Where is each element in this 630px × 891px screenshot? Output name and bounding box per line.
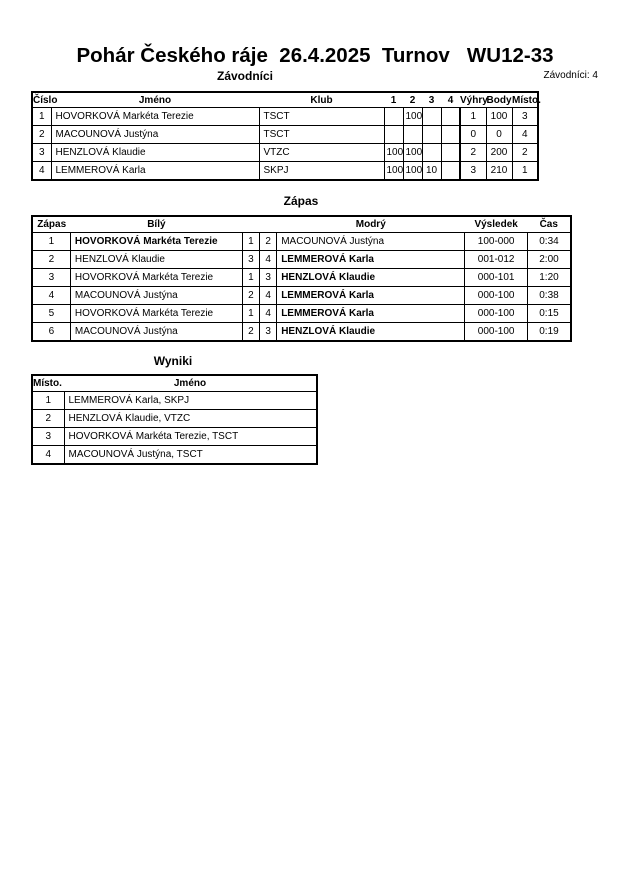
blue-number: 4 <box>260 287 277 305</box>
matches-table <box>31 215 572 342</box>
match-time: 0:38 <box>527 287 571 305</box>
column-header: 3 <box>422 92 441 108</box>
column-header: 1 <box>384 92 403 108</box>
place: 2 <box>512 144 538 162</box>
white-number: 1 <box>242 269 259 287</box>
points: 100 <box>486 108 512 126</box>
competitors-header-row <box>32 92 538 108</box>
column-header: Výsledek <box>465 216 528 233</box>
column-header: Bílý <box>70 216 242 233</box>
result-name: HOVORKOVÁ Markéta Terezie, TSCT <box>64 428 317 446</box>
round-score: 100 <box>403 108 422 126</box>
white-competitor: HOVORKOVÁ Markéta Terezie <box>70 305 242 323</box>
blue-competitor: MACOUNOVÁ Justýna <box>277 233 465 251</box>
column-header: Výhry <box>460 92 486 108</box>
table-row <box>32 305 571 323</box>
table-row <box>32 410 317 428</box>
blue-competitor: HENZLOVÁ Klaudie <box>277 269 465 287</box>
round-score: 100 <box>403 144 422 162</box>
results-table <box>31 374 318 465</box>
column-header: 4 <box>441 92 460 108</box>
table-row <box>32 446 317 465</box>
blue-number: 2 <box>260 233 277 251</box>
table-row <box>32 126 538 144</box>
round-score <box>403 126 422 144</box>
round-score <box>441 126 460 144</box>
white-number: 2 <box>242 323 259 342</box>
table-row <box>32 323 571 342</box>
white-competitor: MACOUNOVÁ Justýna <box>70 287 242 305</box>
result-name: MACOUNOVÁ Justýna, TSCT <box>64 446 317 465</box>
place: 3 <box>512 108 538 126</box>
table-row <box>32 251 571 269</box>
match-number: 3 <box>32 269 70 287</box>
place: 1 <box>512 162 538 181</box>
table-row <box>32 144 538 162</box>
round-score <box>422 108 441 126</box>
matches-header-row <box>32 216 571 233</box>
competitor-name: MACOUNOVÁ Justýna <box>51 126 259 144</box>
round-score <box>441 162 460 181</box>
table-row <box>32 392 317 410</box>
result-place: 4 <box>32 446 64 465</box>
wins: 2 <box>460 144 486 162</box>
match-number: 5 <box>32 305 70 323</box>
result-place: 2 <box>32 410 64 428</box>
white-competitor: MACOUNOVÁ Justýna <box>70 323 242 342</box>
match-result: 000-100 <box>465 305 528 323</box>
table-row <box>32 233 571 251</box>
blue-number: 4 <box>260 305 277 323</box>
column-header: Zápas <box>32 216 70 233</box>
round-score <box>422 126 441 144</box>
white-number: 1 <box>242 305 259 323</box>
result-name: HENZLOVÁ Klaudie, VTZC <box>64 410 317 428</box>
column-header: Jméno <box>64 375 317 392</box>
match-result: 001-012 <box>465 251 528 269</box>
competitor-club: TSCT <box>259 108 384 126</box>
column-header: Jméno <box>51 92 259 108</box>
competitor-club: VTZC <box>259 144 384 162</box>
blue-number: 3 <box>260 323 277 342</box>
blue-competitor: HENZLOVÁ Klaudie <box>277 323 465 342</box>
matches-section-title: Zápas <box>283 194 319 208</box>
competitors-count: Závodníci: 4 <box>543 70 598 81</box>
competitor-number: 2 <box>32 126 51 144</box>
match-number: 2 <box>32 251 70 269</box>
white-number: 2 <box>242 287 259 305</box>
white-number: 3 <box>242 251 259 269</box>
competitor-number: 3 <box>32 144 51 162</box>
match-result: 000-101 <box>465 269 528 287</box>
match-result: 100-000 <box>465 233 528 251</box>
wins: 1 <box>460 108 486 126</box>
round-score <box>384 126 403 144</box>
white-number: 1 <box>242 233 259 251</box>
competitor-number: 4 <box>32 162 51 181</box>
competitors-table <box>31 91 539 181</box>
white-competitor: HOVORKOVÁ Markéta Terezie <box>70 233 242 251</box>
competitor-name: HOVORKOVÁ Markéta Terezie <box>51 108 259 126</box>
match-time: 0:15 <box>527 305 571 323</box>
table-row <box>32 287 571 305</box>
white-competitor: HENZLOVÁ Klaudie <box>70 251 242 269</box>
column-header: Čas <box>527 216 571 233</box>
competitor-club: SKPJ <box>259 162 384 181</box>
white-competitor: HOVORKOVÁ Markéta Terezie <box>70 269 242 287</box>
match-number: 4 <box>32 287 70 305</box>
round-score <box>422 144 441 162</box>
round-score: 10 <box>422 162 441 181</box>
column-header: Klub <box>259 92 384 108</box>
round-score: 100 <box>403 162 422 181</box>
results-section-title: Wyniki <box>153 354 193 368</box>
result-place: 1 <box>32 392 64 410</box>
match-time: 1:20 <box>527 269 571 287</box>
table-row <box>32 428 317 446</box>
points: 200 <box>486 144 512 162</box>
round-score <box>441 108 460 126</box>
match-result: 000-100 <box>465 287 528 305</box>
table-row <box>32 108 538 126</box>
competitor-club: TSCT <box>259 126 384 144</box>
page-title: Pohár Českého ráje 26.4.2025 Turnov WU12-33 <box>76 44 554 67</box>
place: 4 <box>512 126 538 144</box>
match-number: 1 <box>32 233 70 251</box>
column-header: Modrý <box>277 216 465 233</box>
column-header: Body <box>486 92 512 108</box>
blue-competitor: LEMMEROVÁ Karla <box>277 305 465 323</box>
result-name: LEMMEROVÁ Karla, SKPJ <box>64 392 317 410</box>
blue-competitor: LEMMEROVÁ Karla <box>277 287 465 305</box>
match-result: 000-100 <box>465 323 528 342</box>
column-header: Místo. <box>32 375 64 392</box>
match-time: 0:34 <box>527 233 571 251</box>
table-row <box>32 162 538 181</box>
round-score: 100 <box>384 162 403 181</box>
column-header: Místo. <box>512 92 538 108</box>
results-header-row <box>32 375 317 392</box>
match-number: 6 <box>32 323 70 342</box>
competitor-name: LEMMEROVÁ Karla <box>51 162 259 181</box>
competitor-number: 1 <box>32 108 51 126</box>
column-header: 2 <box>403 92 422 108</box>
table-row <box>32 269 571 287</box>
round-score: 100 <box>384 144 403 162</box>
match-time: 0:19 <box>527 323 571 342</box>
match-time: 2:00 <box>527 251 571 269</box>
blue-number: 3 <box>260 269 277 287</box>
round-score <box>384 108 403 126</box>
wins: 0 <box>460 126 486 144</box>
points: 210 <box>486 162 512 181</box>
competitor-name: HENZLOVÁ Klaudie <box>51 144 259 162</box>
column-header: Číslo <box>32 92 51 108</box>
wins: 3 <box>460 162 486 181</box>
blue-number: 4 <box>260 251 277 269</box>
points: 0 <box>486 126 512 144</box>
competitors-section-title: Závodníci <box>216 69 273 83</box>
round-score <box>441 144 460 162</box>
result-place: 3 <box>32 428 64 446</box>
blue-competitor: LEMMEROVÁ Karla <box>277 251 465 269</box>
